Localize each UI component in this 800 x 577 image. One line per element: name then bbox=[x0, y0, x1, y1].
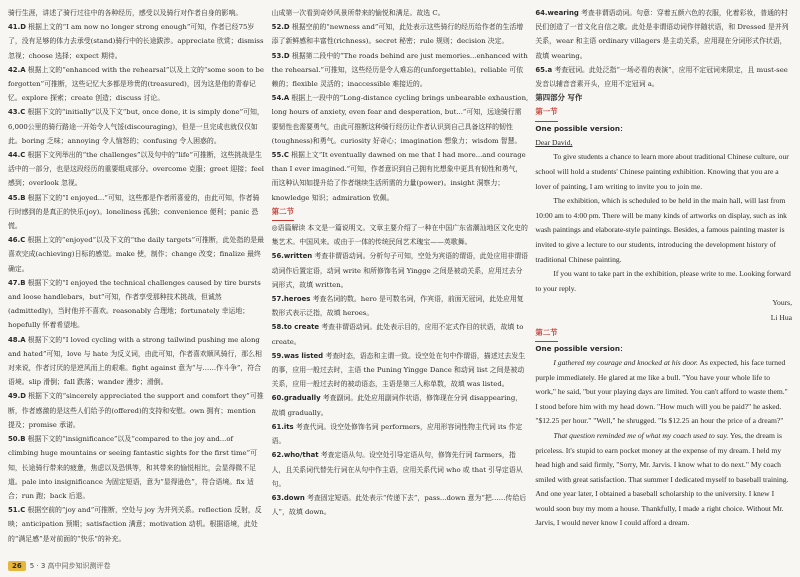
answer-explanation: 根据空前的“newness and”可知，此处表示这些骑行的经历给作者的生活增添了新鲜感和丰富性(richness)。secret 秘密；rule 规则；decision 决定。 bbox=[271, 23, 524, 46]
page-number: 26 bbox=[8, 561, 26, 571]
answer-number: 56.written bbox=[271, 252, 313, 261]
version2-label: One possible version： bbox=[535, 343, 628, 353]
answer-explanation: 根据下文的“I loved cycling with a strong tailwind pushing me along and hated”可知，love 与 hate 为反义词，由此可知，作者喜欢顺风骑行，那么相对来说，作者讨厌的是逆风而上的艰难。fight against 意为“与……作斗争”，符合语境。slip 滑倒；fall 跌落；wander 漫步；滑倒。 bbox=[8, 335, 262, 387]
answer-number: 58.to create bbox=[271, 323, 320, 332]
answer-explanation: 根据上文“It eventually dawned on me that I had more...and courage than I ever imagined.”可知，作者意识到自己拥有比想象中更具有韧性和勇气，而这种认知如提升给了作者继续生活所需的力量(power)。insight 洞察力；knowledge 知识；admiration 钦佩。 bbox=[271, 151, 526, 202]
section-intro: ◎语篇解读 本文是一篇说明文。文章主要介绍了一种在中国广东省潮汕地区文化史的集艺术。中国风来。或由于一体的传统民间艺术瑰宝——英歌舞。 bbox=[271, 224, 528, 247]
answer-explanation: 根据下文的“insignificance”以及“compared to the joy and...of climbing huge mountains or seeing fantastic sights for the first time”可知，长途骑行带来的疲惫，焦虑以及恐惧等，和其带来的愉悦相比，会显得微不足道。pale into insignificance 为固定短语，意为“显得逊色”，符合语境。fix 适合；run 跑；back 后退。 bbox=[8, 435, 258, 500]
answer-item bbox=[8, 20, 265, 63]
answer-item bbox=[272, 491, 529, 519]
answer-number: 59.was listed bbox=[271, 351, 324, 360]
answer-explanation: 考查副词。此处应用副词作状语，修饰现在分词 disappearing，故填 gradually。 bbox=[271, 394, 523, 417]
answer-explanation: 根据下文的“sincerely appreciated the support and comfort they”可推断，作者感激的是这些人们给予的(offered)的支持和安慰。own 拥有；mention 提及；promise 承诺。 bbox=[8, 392, 264, 429]
mid-answer-list bbox=[272, 20, 529, 205]
answer-explanation: 根据上文的“enhanced with the rehearsal”以及上文的“some soon to be forgotten”可推断，这些记忆大多都是珍贵的(treasured)，因为这是他的青春记忆。explore 探索；create 创造；discuss 讨论。 bbox=[8, 65, 264, 103]
answer-number: 51.C bbox=[8, 506, 26, 515]
middle-column bbox=[272, 6, 529, 554]
answer-item bbox=[8, 148, 265, 191]
answer-explanation: 考查时态，语态和主谓一致。设空处在句中作谓语，描述过去发生的事，应用一般过去时，主语 the Puning Yingge Dance 和动词 list 之间是被动关系，应用一般过去时的被动语态，主语是第三人称单数，故填 was listed。 bbox=[271, 351, 526, 389]
story-paragraph-2: That question reminded me of what my coach used to say. Yes, the dream is priceless. It's stupid to earn pocket money at the expense of my dream. I held my head high and said firmly, "Sorry, Mr. Jarvis. I know what to do next." My coach smiled with great satisfaction. That summer I dedicated myself to baseball training. And one year later, I obtained a baseball scholarship to the university. I knew I would soon buy my mom a house. Thankfully, I made a right choice. Without Mr. Jarvis, I would never know I could afford a dream. bbox=[535, 430, 789, 528]
answer-number: 50.B bbox=[8, 435, 26, 444]
left-answer-list bbox=[8, 20, 265, 546]
answer-item bbox=[8, 432, 265, 503]
answer-number: 43.C bbox=[8, 108, 26, 117]
answer-explanation: 考查定语从句。设空处引导定语从句，修饰先行词 farmers，指人，且关系词代替先行词在从句中作主语，应用关系代词 who 或 that 引导定语从句。 bbox=[271, 451, 523, 488]
answer-number: 63.down bbox=[271, 493, 305, 502]
answer-number: 44.C bbox=[8, 151, 26, 160]
answer-explanation: 考查非谓语动词。句意：穿着五颜六色的衣服，化着彩妆，普通的村民们创造了一首文化自信之歌。此处是非谓语动词作伴随状语，和 Dressed 是并列关系，wear 和主语 ordinary villagers 是主动关系，应用现在分词形式作状语，故填 wearing。 bbox=[535, 9, 789, 60]
letter-paragraph-2: The exhibition, which is scheduled to be held in the main hall, will last from 10:00 am to 4:00 pm. There will be many kinds of artworks on display, such as ink wash paintings and elaborate-style paintings. Besides, a famous painting master is invited to give a lecture to our students, introducing the development history of traditional Chinese painting. bbox=[535, 196, 787, 264]
sec2-title: 第二节 bbox=[535, 326, 792, 342]
answer-explanation: 根据下文列举出的“the challenges”以及句中的“life”可推断，这些挑战是生活中的一部分，也是这段经历的重要组成部分。overcome 克服；greet 迎接；feel 感到；overlook 忽视。 bbox=[8, 151, 264, 188]
answer-explanation: 根据上文的“enjoyed”以及下文的“the daily targets”可推断，此处指的是最喜欢完成(achieving)日标的感觉。make 使，制作；change 改变；finalize 最终确定。 bbox=[8, 236, 265, 273]
answer-explanation: 考查冠词。此处泛指“一场必看的表演”，应用不定冠词来限定，且 must-see 发音以辅音音素开头，应用不定冠词 a。 bbox=[535, 65, 788, 89]
answer-item bbox=[272, 20, 529, 48]
answer-item bbox=[272, 249, 529, 292]
answer-explanation: 根据空前的“joy and”可推断，空处与 joy 为并列关系。reflection 反射，反映；anticipation 预期；satisfaction 满意；motivation 动机。根据语境，此处的“满足感”是对前面的“快乐”的补充。 bbox=[8, 506, 262, 543]
book-title: 5 · 3 高中同步知识测评卷 bbox=[29, 562, 111, 570]
answer-item bbox=[8, 105, 265, 148]
answer-number: 48.A bbox=[8, 335, 26, 344]
right-answer-list bbox=[535, 6, 792, 91]
answer-explanation: 考查非谓语动词。此处表示目的，应用不定式作目的状语，故填 to create。 bbox=[271, 323, 524, 346]
answer-item bbox=[272, 391, 529, 419]
answer-explanation: 根据上一段中的“Long-distance cycling brings unbearable exhaustion, long hours of anxiety, even fear and desperation, but...”可知，远途骑行需要韧性也需要勇气，由此可推断这种骑行经历让作者认识到自己具备这样的韧性(toughness)和勇气。curiosity 好奇心；imagination 想象力；wisdom 智慧。 bbox=[271, 94, 529, 145]
letter-essay bbox=[535, 136, 792, 326]
answer-number: 64.wearing bbox=[535, 9, 579, 17]
answer-number: 41.D bbox=[8, 23, 26, 32]
answer-item bbox=[8, 276, 265, 333]
answer-item bbox=[8, 333, 265, 390]
answer-item bbox=[272, 349, 529, 392]
answer-explanation: 考查固定短语。此处表示“传递下去”，pass...down 意为“把……传给后人”，故填 down。 bbox=[271, 493, 527, 517]
answer-item bbox=[8, 233, 265, 276]
answer-number: 45.B bbox=[8, 193, 26, 202]
answer-number: 55.C bbox=[271, 151, 289, 160]
answer-item bbox=[272, 148, 529, 205]
answer-explanation: 根据下文的“I enjoyed the technical challenges caused by tire bursts and loose handlebars，but”可知，作者享受那种技术挑战，但诚然(admittedly)，当时他并不喜欢。reasonably 合理地；fortunately 幸运地；hopefully 怀着希望地。 bbox=[8, 278, 261, 330]
answer-number: 62.who/that bbox=[271, 451, 319, 460]
answer-number: 49.D bbox=[8, 392, 26, 401]
answer-number: 53.D bbox=[271, 51, 290, 60]
answer-number: 52.D bbox=[271, 23, 290, 32]
version1-label: One possible version： bbox=[535, 123, 628, 133]
letter-paragraph-3: If you want to take part in the exhibition, please write to me. Looking forward to your reply. bbox=[535, 269, 791, 293]
answer-item bbox=[272, 320, 529, 348]
left-column bbox=[8, 6, 265, 554]
answer-item bbox=[272, 420, 529, 448]
answer-item bbox=[8, 503, 265, 546]
sec1-title: 第一节 bbox=[535, 105, 792, 121]
answer-item bbox=[272, 448, 529, 491]
right-column bbox=[535, 6, 792, 554]
story-essay bbox=[535, 356, 792, 531]
answer-item bbox=[272, 49, 529, 92]
answer-explanation: 根据下文的“I enjoyed...”可知，这些都是作者所喜爱的，由此可知，作者骑行时感到的是真正的快乐(joy)。loneliness 孤独；convenience 便利；panic 恐慌。 bbox=[8, 193, 260, 231]
answer-number: 61.its bbox=[271, 422, 294, 431]
answer-explanation: 根据第二段中的“The roads behind are just memories...enhanced with the rehearsal.”可推知，这些经历是令人难忘的(unforgettable)。reliable 可依赖的；flexible 灵活的；inaccessible 难接近的。 bbox=[271, 51, 528, 89]
answer-number: 46.C bbox=[8, 236, 26, 245]
answer-explanation: 根据上文的“I am now no longer strong enough”可知，作者已经75岁了，没有足够的体力去承受(stand)骑行中的长途跋涉。appreciate 欣赏；dismiss 忽视；choose 选择；expect 期待。 bbox=[8, 23, 264, 60]
answer-number: 57.heroes bbox=[271, 295, 311, 304]
answer-explanation: 根据下文的“initially”以及下文“but, once done, it is simply done”可知，6,000公里的骑行路途一开始令人气馁(discouraging)，但是一旦完成也就仅仅如此。boring 乏味；annoying 令人恼怒的；confusing 令人困惑的。 bbox=[8, 108, 264, 145]
answer-item bbox=[272, 292, 529, 320]
letter-signature: Li Hua bbox=[770, 312, 793, 322]
answer-explanation: 考查代词。设空处修饰名词 performers，应用形容词性物主代词 its 作定语。 bbox=[271, 422, 523, 446]
letter-closing: Yours, bbox=[772, 298, 793, 308]
answer-number: 54.A bbox=[271, 94, 290, 103]
answer-item bbox=[272, 91, 529, 148]
section-title-2: 第二节 bbox=[272, 205, 529, 221]
answer-item bbox=[8, 63, 265, 106]
mid-answer-list-2 bbox=[272, 249, 529, 519]
answer-item bbox=[8, 191, 265, 234]
story-paragraph-1: I gathered my courage and knocked at his door. As expected, his face turned purple immediately. He glared at me like a bull. "You have your whole life to work," he said, "but your playing days are limited. You can't afford to waste them." I stood before him with my head down. "How much will you be paid?" he asked. "$12.25 per hour." "Well," he shrugged. "Is $12.25 an hour the price of a dream?" bbox=[535, 357, 788, 426]
part4-title: 第四部分 写作 bbox=[535, 93, 583, 103]
answer-item bbox=[535, 6, 792, 63]
answer-number: 47.B bbox=[8, 278, 26, 287]
answer-item bbox=[8, 389, 265, 432]
mid-top-text: 山成第一次看到奇妙风景所带来的愉悦和满足。故选 C。 bbox=[271, 9, 445, 17]
answer-item bbox=[535, 63, 792, 91]
answer-explanation: 考查非谓语动词。分析句子可知，空处为宾语的谓语，此处应用非谓语动词作后置定语，动词 write 和所修饰名词 Yingge 之间是被动关系，应用过去分词形式，故填 written。 bbox=[271, 252, 528, 289]
letter-paragraph-1: To give students a chance to learn more about traditional Chinese culture, our school will hold a students' Chinese painting exhibition. Knowing that you are a lover of painting, I am writing to invite you to join me. bbox=[535, 152, 789, 191]
answer-number: 42.A bbox=[8, 65, 26, 74]
answer-number: 65.a bbox=[535, 65, 553, 74]
page-footer bbox=[8, 561, 111, 571]
left-intro: 骑行生涯，讲述了骑行过往中的各种经历，感受以及骑行对作者自身的影响。 bbox=[8, 9, 243, 17]
answer-number: 60.gradually bbox=[271, 394, 321, 403]
letter-greeting: Dear David, bbox=[535, 137, 573, 147]
answer-explanation: 考查名词的数。hero 是可数名词，作宾语，前面无冠词，此处应用复数形式表示泛指，故填 heroes。 bbox=[271, 295, 524, 318]
